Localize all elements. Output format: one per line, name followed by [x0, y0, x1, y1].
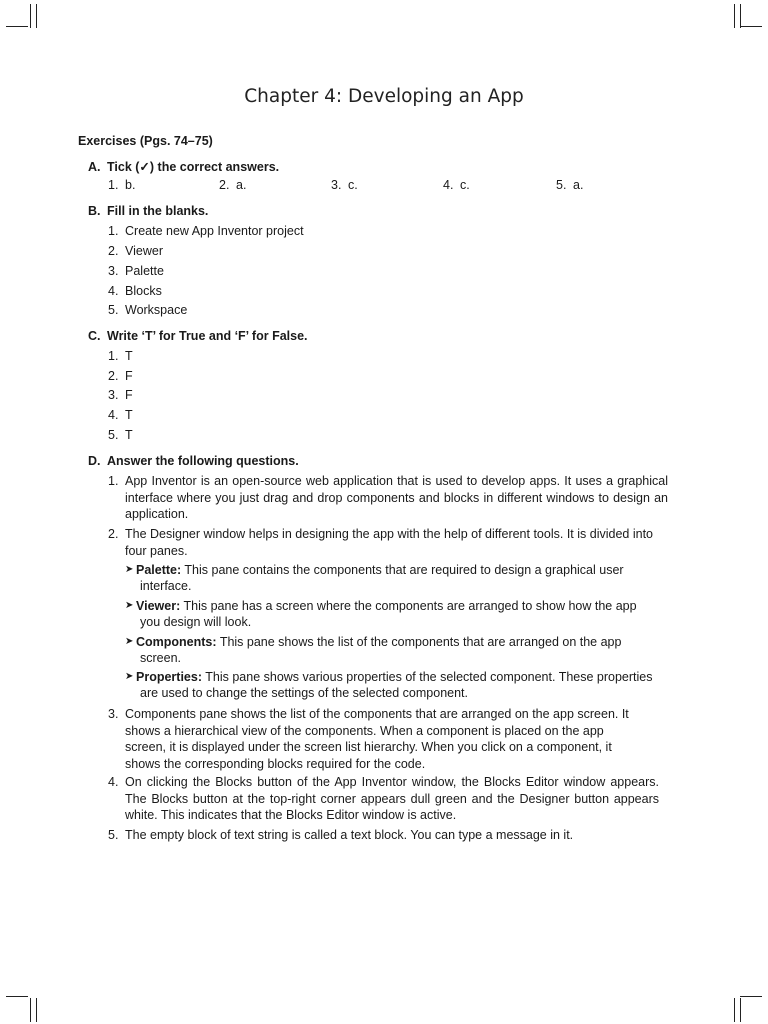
crop-mark — [734, 998, 735, 1022]
bullet-palette: ➤ Palette: This pane contains the components that are required to design a graphical user interface. — [125, 563, 624, 593]
crop-mark — [6, 26, 28, 27]
answer-c-2: 2. F — [108, 369, 133, 383]
bullet-properties: ➤ Properties: This pane shows various properties of the selected component. These properties are used to change the settings of the selected component. — [125, 670, 653, 700]
section-d-heading: D. Answer the following questions. — [88, 454, 299, 468]
answer-a-4: 4. c. — [443, 178, 470, 192]
exercises-heading: Exercises (Pgs. 74–75) — [78, 134, 213, 148]
answer-b-1: 1. Create new App Inventor project — [108, 224, 304, 238]
section-c-heading: C. Write ‘T’ for True and ‘F’ for False. — [88, 329, 308, 343]
crop-mark — [740, 996, 762, 997]
answer-d-5: 5. The empty block of text string is called a text block. You can type a message in it. — [108, 828, 574, 842]
answer-a-3: 3. c. — [331, 178, 358, 192]
page-title: Chapter 4: Developing an App — [244, 86, 524, 107]
crop-mark — [740, 26, 762, 27]
answer-d-1: 1. App Inventor is an open-source web application that is used to develop apps. It uses a graphical interface where you just drag and drop components and blocks in different windows to design an application. — [108, 474, 668, 521]
bullet-components: ➤ Components: This pane shows the list of the components that are arranged on the app screen. — [125, 635, 622, 665]
crop-mark — [36, 998, 37, 1022]
answer-a-5: 5. a. — [556, 178, 584, 192]
answer-a-1: 1. b. — [108, 178, 136, 192]
answer-d-2: 2. The Designer window helps in designing the app with the help of different tools. It is divided into four panes. — [108, 527, 653, 558]
crop-mark — [734, 4, 735, 28]
section-a-heading: A. Tick (✓) the correct answers. — [88, 160, 280, 174]
answer-b-5: 5. Workspace — [108, 303, 188, 317]
crop-mark — [6, 996, 28, 997]
crop-mark — [30, 4, 31, 28]
answer-b-2: 2. Viewer — [108, 244, 163, 258]
crop-mark — [30, 998, 31, 1022]
crop-mark — [740, 4, 741, 28]
answer-b-3: 3. Palette — [108, 264, 164, 278]
section-b-heading: B. Fill in the blanks. — [88, 204, 209, 218]
answer-d-4: 4. On clicking the Blocks button of the App Inventor window, the Blocks Editor window appears. The Blocks button at the top-right corner appears dull green and the Designer button appears white. This indicates that the Blocks Editor window is active. — [108, 775, 659, 822]
crop-mark — [740, 998, 741, 1022]
answer-b-4: 4. Blocks — [108, 284, 162, 298]
answer-c-3: 3. F — [108, 388, 133, 402]
answer-c-4: 4. T — [108, 408, 133, 422]
bullet-viewer: ➤ Viewer: This pane has a screen where the components are arranged to show how the app you design will look. — [125, 599, 637, 629]
answer-a-2: 2. a. — [219, 178, 247, 192]
crop-mark — [36, 4, 37, 28]
answer-c-1: 1. T — [108, 349, 133, 363]
answer-d-3: 3. Components pane shows the list of the components that are arranged on the app screen. It shows a hierarchical view of the components. When a component is placed on the app screen, it is displayed under the screen list hierarchy. When you click on a component, it shows the corresponding blocks required for the code. — [108, 707, 629, 771]
answer-c-5: 5. T — [108, 428, 133, 442]
